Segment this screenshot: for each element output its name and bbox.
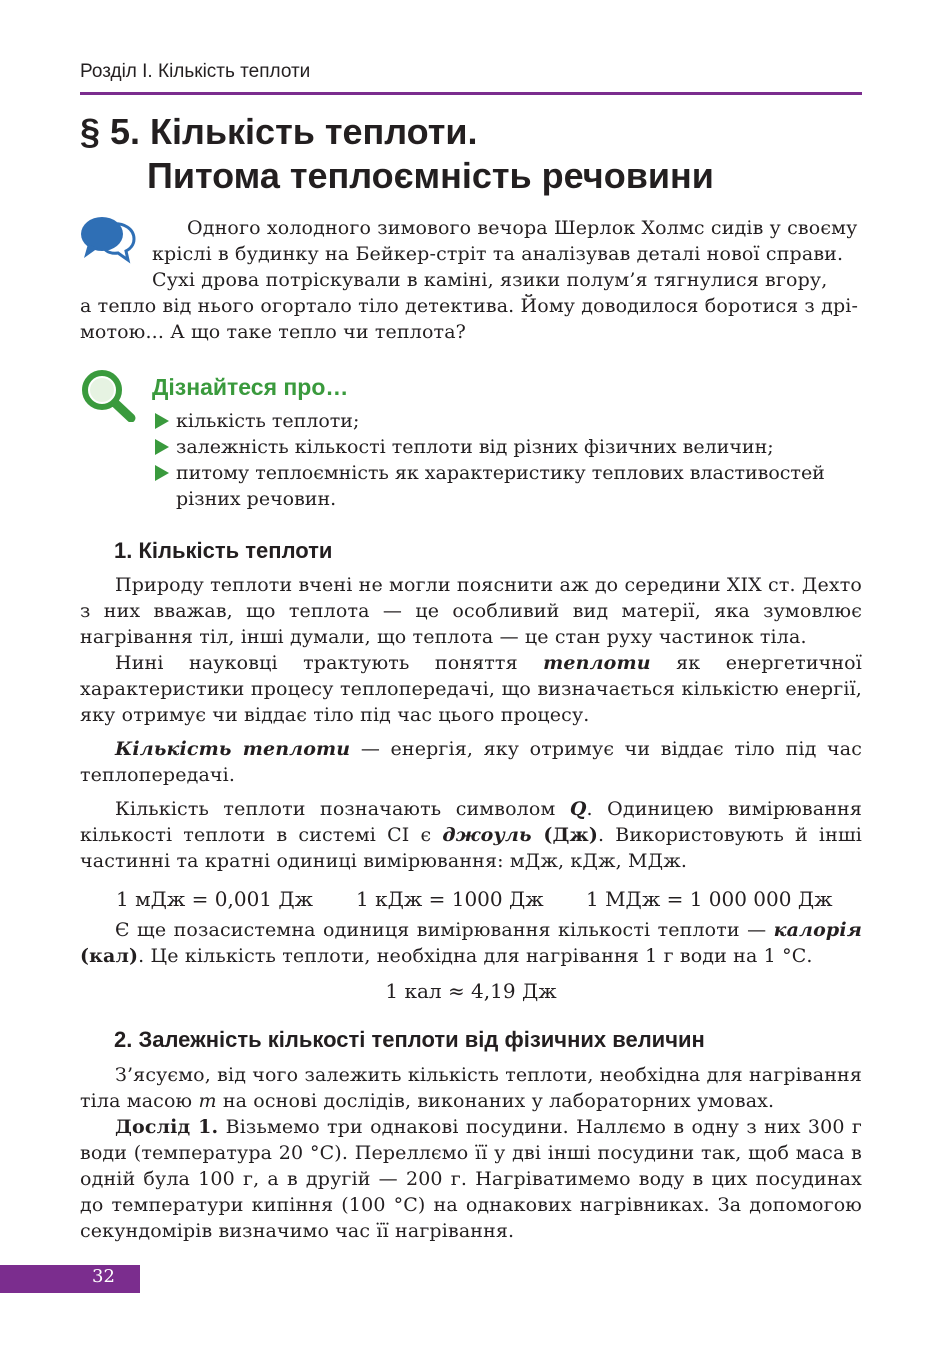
chapter-title-line1: § 5. Кількість теплоти. xyxy=(80,111,478,152)
triangle-bullet-icon xyxy=(155,439,169,455)
symbol-q: Q xyxy=(569,798,587,820)
term-calorie: калорія xyxy=(773,919,862,941)
learn-item-text: кількість теплоти; xyxy=(176,410,360,432)
page-number: 32 xyxy=(92,1266,115,1287)
page-number-bar xyxy=(0,1265,140,1293)
intro-line1: Одного холодного зимового вечора Шерлок Холмс сидів у своєму xyxy=(187,217,858,239)
section2-paragraph1: З’ясуємо, від чого залежить кількість теплоти, необхідна для нагрівання тіла масою m на основі дослідів, виконаних у лабораторних умовах. xyxy=(80,1064,862,1112)
section2-title: 2. Залежність кількості теплоти від фізичних величин xyxy=(114,1027,705,1052)
joule-abbr: (Дж) xyxy=(531,824,599,846)
section1-paragraph1: Природу теплоти вчені не могли пояснити аж до середини XIX ст. Дехто з них вважав, що теплота — це особливий вид матерії, яка зумовлює нагрівання тіл, інші думали, що теплота — це стан руху частинок тіла. xyxy=(80,574,862,648)
section1-paragraph2: Нині науковці трактують поняття теплоти як енергетичної характеристики процесу теплопередачі, що визначається кількістю енергії, яку отримує чи віддає тіло під час цього процесу. xyxy=(80,652,862,726)
running-header: Розділ І. Кількість теплоти xyxy=(80,61,311,82)
calorie-abbr: (кал) xyxy=(80,945,139,967)
term-teploty: теплоти xyxy=(543,652,651,674)
section1-title: 1. Кількість теплоти xyxy=(114,538,333,563)
chapter-title xyxy=(80,110,714,198)
learn-item-text: залежність кількості теплоти від різних фізичних величин; xyxy=(176,436,774,458)
section1-paragraph3: Кількість теплоти позначають символом Q. Одиницею вимірювання кількості теплоти в системі СІ є джоуль (Дж). Використовують й інші частинні та кратні одиниці вимірювання: мДж, кДж, МДж. xyxy=(80,798,862,872)
definition-paragraph: Кількість теплоти — енергія, яку отримує чи віддає тіло під час теплопередачі. xyxy=(80,738,862,786)
learn-item xyxy=(152,460,862,512)
learn-item xyxy=(152,434,862,460)
term-joule: джоуль xyxy=(442,824,532,846)
learn-item-text: питому теплоємність як характеристику теплових властивостей різних речовин. xyxy=(176,462,825,510)
chat-bubbles-icon xyxy=(80,214,136,264)
intro-line2: кріслі в будинку на Бейкер-стріт та аналізував деталі нової справи. xyxy=(152,243,844,265)
learn-title: Дізнайтеся про… xyxy=(152,374,349,400)
section1-paragraph4: Є ще позасистемна одиниця вимірювання кількості теплоти — калорія (кал). Це кількість теплоти, необхідна для нагрівання 1 г води на 1 °С. xyxy=(80,919,862,967)
formula-megaj: 1 МДж = 1 000 000 Дж xyxy=(586,887,833,911)
intro-line5: мотою... А що таке тепло чи теплота? xyxy=(80,321,467,343)
chapter-title-line2: Питома теплоємність речовини xyxy=(147,155,714,196)
triangle-bullet-icon xyxy=(155,413,169,429)
intro-line4: а тепло від нього огортало тіло детектива. Йому доводилося боротися з дрі- xyxy=(80,295,859,317)
learn-list xyxy=(152,408,862,512)
mass-symbol: m xyxy=(198,1090,217,1112)
experiment-paragraph: Дослід 1. Візьмемо три однакові посудини. Наллємо в одну з них 300 г води (температура 20 °С). Переллємо її у дві інші посудини так, щоб маса в одній була 100 г, а в другій — 200 г. Нагріватимемо воду в цих посудинах до температури кипіння (100 °С) на однакових нагрівниках. За допомогою секундомірів визначимо час її нагрівання. xyxy=(80,1116,862,1242)
learn-item xyxy=(152,408,862,434)
formula-kj: 1 кДж = 1000 Дж xyxy=(356,887,544,911)
experiment-label: Дослід 1. xyxy=(115,1116,219,1138)
triangle-bullet-icon xyxy=(155,465,169,481)
magnifier-icon xyxy=(80,368,136,422)
intro-line3: Сухі дрова потріскували в каміні, язики полум’я тягнулися вгору, xyxy=(152,269,828,291)
definition-term: Кількість теплоти xyxy=(115,738,351,760)
formula-mj: 1 мДж = 0,001 Дж xyxy=(116,887,314,911)
formula-calorie: 1 кал ≈ 4,19 Дж xyxy=(385,979,557,1003)
header-rule xyxy=(80,92,862,95)
